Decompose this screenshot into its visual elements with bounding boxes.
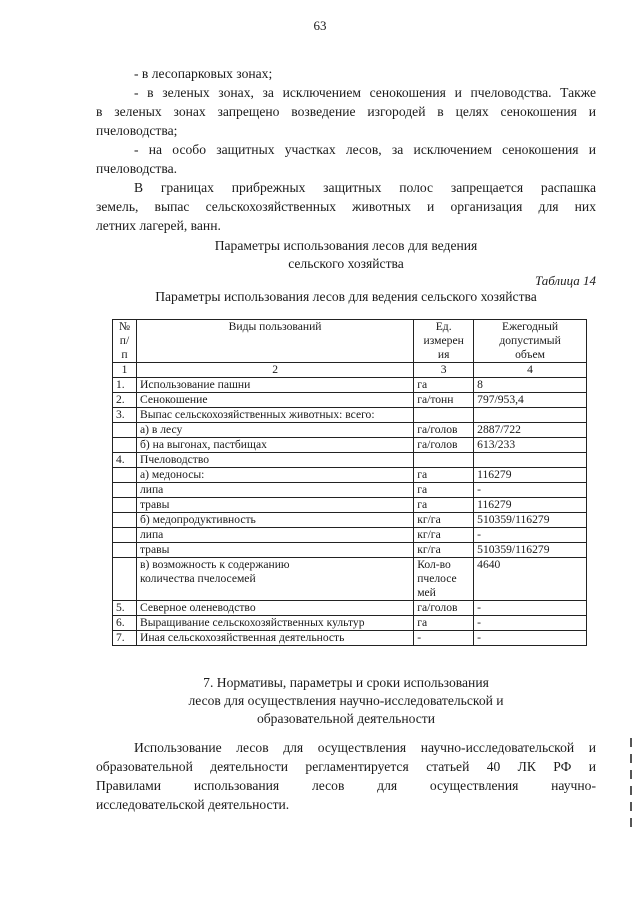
table-cell: 7. <box>113 631 137 646</box>
table-cell: га <box>414 378 474 393</box>
paragraph <box>96 83 596 140</box>
heading-line: образовательной деятельности <box>256 711 436 726</box>
table-cell: 5. <box>113 601 137 616</box>
paragraph-line: земель, выпас сельскохозяйственных животных и организация для них <box>96 199 596 214</box>
table-header-cell <box>113 320 137 363</box>
heading-line: 7. Нормативы, параметры и сроки использования <box>203 675 489 690</box>
header-line: п/ <box>119 334 130 347</box>
table-cell: - <box>474 483 587 498</box>
header-line: п <box>121 348 128 361</box>
cell-line: количества пчелосемей <box>139 572 256 585</box>
table-cell <box>113 543 137 558</box>
paragraph-line: образовательной деятельности регламентируется статьей 40 ЛК РФ и <box>96 759 596 774</box>
table-cell: га/голов <box>414 423 474 438</box>
forest-use-table <box>112 319 587 646</box>
table-cell: липа <box>136 528 413 543</box>
header-line: Ежегодный <box>502 320 559 333</box>
table-cell: кг/га <box>414 513 474 528</box>
paragraph-line: Использование лесов для осуществления научно-исследовательской и <box>134 740 596 755</box>
header-line: измерен <box>423 334 464 347</box>
section7-heading <box>96 674 596 728</box>
table-cell: кг/га <box>414 543 474 558</box>
cell-line: мей <box>417 586 436 599</box>
table-cell <box>113 558 137 601</box>
paragraph <box>96 178 596 235</box>
table-header-cell <box>136 320 413 363</box>
table-cell: липа <box>136 483 413 498</box>
table-header-cell <box>474 320 587 363</box>
table-row <box>113 378 587 393</box>
table-row <box>113 558 587 601</box>
table-cell: га <box>414 498 474 513</box>
heading-line: Параметры использования лесов для ведения <box>214 238 478 253</box>
table-cell: - <box>474 631 587 646</box>
paragraph-line: пчеловодства. <box>96 161 178 176</box>
header-line: Виды пользований <box>228 320 322 333</box>
cell-line: в) возможность к содержанию <box>139 558 290 571</box>
table-header-row <box>113 320 587 363</box>
table-header-cell <box>414 320 474 363</box>
table-cell: 510359/116279 <box>474 543 587 558</box>
table-cell <box>474 408 587 423</box>
table-cell: травы <box>136 543 413 558</box>
table-cell: га <box>414 616 474 631</box>
table-cell <box>136 558 413 601</box>
table-cell <box>113 498 137 513</box>
table-cell <box>113 468 137 483</box>
table-cell <box>414 558 474 601</box>
table-row <box>113 631 587 646</box>
paragraph <box>96 140 596 178</box>
paragraph-line: в зеленых зонах запрещено возведение изгородей в целях сенокошения и <box>96 104 596 119</box>
table-cell: 8 <box>474 378 587 393</box>
table-cell: Использование пашни <box>136 378 413 393</box>
table-title: Параметры использования лесов для ведения сельского хозяйства <box>155 289 537 304</box>
table-cell <box>113 483 137 498</box>
paragraph-line: В границах прибрежных защитных полос запрещается распашка <box>134 180 596 195</box>
cell-line: Кол-во <box>417 558 451 571</box>
table-cell: - <box>474 528 587 543</box>
table-row <box>113 453 587 468</box>
column-number-cell: 3 <box>414 363 474 378</box>
heading-line: сельского хозяйства <box>288 256 404 271</box>
top-paragraphs <box>96 64 596 235</box>
table-row <box>113 423 587 438</box>
paragraph-line: исследовательской деятельности. <box>96 797 290 812</box>
table-cell: кг/га <box>414 528 474 543</box>
table-cell: Северное оленеводство <box>136 601 413 616</box>
table-cell: травы <box>136 498 413 513</box>
table-cell: 1. <box>113 378 137 393</box>
column-number-cell: 1 <box>113 363 137 378</box>
table-cell: 510359/116279 <box>474 513 587 528</box>
table-cell: а) в лесу <box>136 423 413 438</box>
table-cell: 3. <box>113 408 137 423</box>
table-cell: Выращивание сельскохозяйственных культур <box>136 616 413 631</box>
paragraph-line: летних лагерей, ванн. <box>96 218 221 233</box>
paragraph-line: пчеловодства; <box>96 123 178 138</box>
table-column-number-row <box>113 363 587 378</box>
table-cell: Сенокошение <box>136 393 413 408</box>
table-cell: 613/233 <box>474 438 587 453</box>
paragraph-line: - в зеленых зонах, за исключением сенокошения и пчеловодства. Также <box>134 85 596 100</box>
table-row <box>113 513 587 528</box>
table-cell: Пчеловодство <box>136 453 413 468</box>
table-cell: - <box>414 631 474 646</box>
paragraph-line: - в лесопарковых зонах; <box>134 66 273 81</box>
table-cell: 116279 <box>474 468 587 483</box>
table-row <box>113 438 587 453</box>
table-cell: 797/953,4 <box>474 393 587 408</box>
table-row <box>113 528 587 543</box>
table-cell <box>414 408 474 423</box>
table-cell: Иная сельскохозяйственная деятельность <box>136 631 413 646</box>
table-row <box>113 483 587 498</box>
table-cell: а) медоносы: <box>136 468 413 483</box>
table-cell: б) медопродуктивность <box>136 513 413 528</box>
paragraph-line: - на особо защитных участках лесов, за исключением сенокошения и <box>134 142 596 157</box>
paragraph-line: Правилами использования лесов для осуществления научно- <box>96 778 596 793</box>
bottom-paragraph <box>96 738 596 814</box>
margin-marks <box>630 738 634 834</box>
table-cell <box>113 528 137 543</box>
table-cell: га/тонн <box>414 393 474 408</box>
table-cell: - <box>474 616 587 631</box>
table-cell <box>113 423 137 438</box>
table-cell: га <box>414 483 474 498</box>
table-cell: 4640 <box>474 558 587 601</box>
table-label: Таблица 14 <box>534 273 596 288</box>
table-cell: Выпас сельскохозяйственных животных: всего: <box>136 408 413 423</box>
table-cell: 2. <box>113 393 137 408</box>
table-cell <box>414 453 474 468</box>
table-row <box>113 616 587 631</box>
header-line: объем <box>515 348 546 361</box>
table-cell <box>474 453 587 468</box>
table-cell <box>113 513 137 528</box>
table-row <box>113 498 587 513</box>
heading-line: лесов для осуществления научно-исследовательской и <box>188 693 504 708</box>
table-row <box>113 543 587 558</box>
section-heading <box>96 237 596 273</box>
cell-line: пчелосе <box>417 572 457 585</box>
header-line: ия <box>437 348 450 361</box>
header-line: Ед. <box>435 320 452 333</box>
table-cell: га/голов <box>414 438 474 453</box>
table-row <box>113 601 587 616</box>
page-number: 63 <box>313 18 327 33</box>
table-row <box>113 468 587 483</box>
table-row <box>113 408 587 423</box>
column-number-cell: 2 <box>136 363 413 378</box>
paragraph <box>96 64 596 83</box>
table-cell: 2887/722 <box>474 423 587 438</box>
table-cell: га/голов <box>414 601 474 616</box>
table-cell: 6. <box>113 616 137 631</box>
table-row <box>113 393 587 408</box>
table-cell: га <box>414 468 474 483</box>
table-cell: 116279 <box>474 498 587 513</box>
table-cell: 4. <box>113 453 137 468</box>
header-line: № <box>118 320 131 333</box>
table-cell: б) на выгонах, пастбищах <box>136 438 413 453</box>
header-line: допустимый <box>499 334 561 347</box>
table-cell: - <box>474 601 587 616</box>
column-number-cell: 4 <box>474 363 587 378</box>
table-cell <box>113 438 137 453</box>
